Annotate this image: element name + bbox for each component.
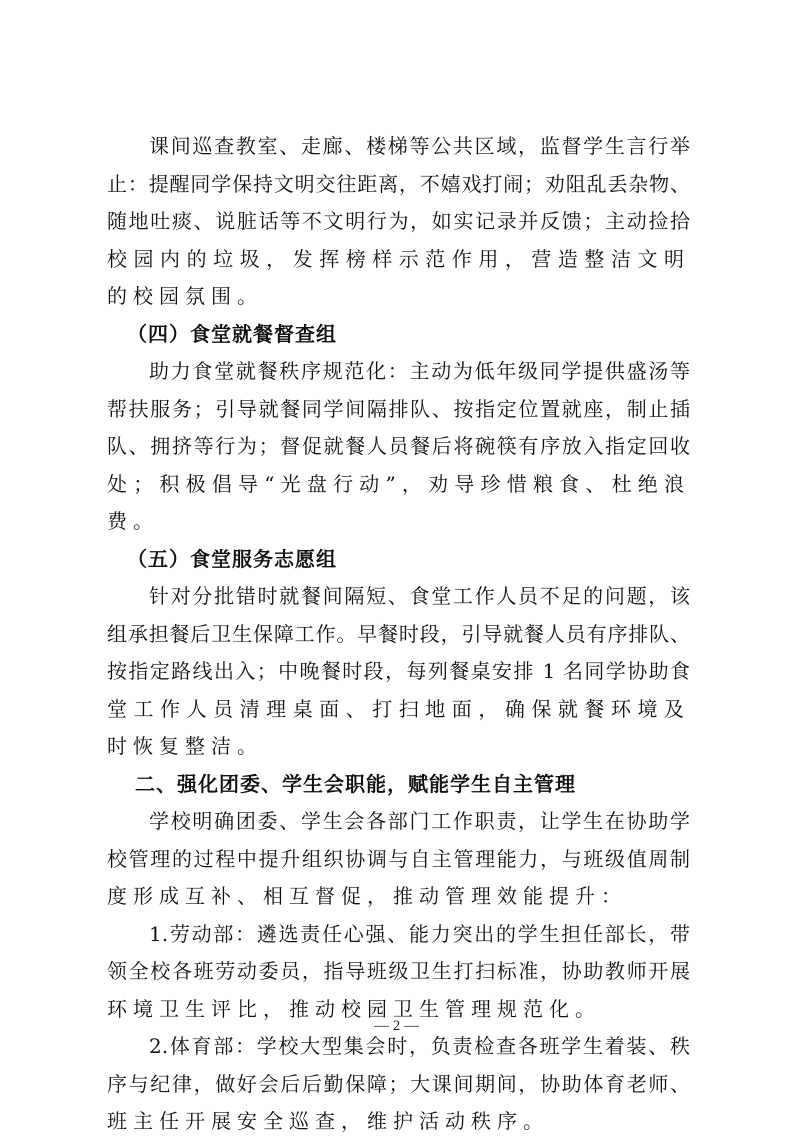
- text-line: 领全校各班劳动委员，指导班级卫生打扫标准，协助教师开展: [107, 959, 690, 983]
- page-number: — 2 —: [374, 1018, 419, 1034]
- text-line: 环境卫生评比，推动校园卫生管理规范化。: [107, 996, 601, 1021]
- text-line: 组承担餐后卫生保障工作。早餐时段，引导就餐人员有序排队、: [107, 621, 690, 646]
- text-line: （四）食堂就餐督查组: [127, 321, 337, 346]
- document-body: [107, 128, 690, 1141]
- text-line: 队、拥挤等行为；督促就餐人员餐后将碗筷有序放入指定回收: [107, 434, 690, 458]
- text-line: 针对分批错时就餐间隔短、食堂工作人员不足的问题，该: [149, 584, 690, 608]
- text-line: 二、强化团委、学生会职能，赋能学生自主管理: [135, 771, 576, 796]
- paragraph: [107, 803, 690, 916]
- text-line: 堂工作人员清理桌面、打扫地面，确保就餐环境及时恢复整洁。: [107, 696, 690, 758]
- text-line: 序与纪律，做好会后后勤保障；大课间期间，协助体育老师、: [107, 1071, 690, 1096]
- text-line: 度形成互补、相互督促，推动管理效能提升：: [107, 884, 627, 908]
- text-line: 随地吐痰、说脏话等不文明行为，如实记录并反馈；主动捡拾: [107, 209, 690, 233]
- text-line: 学校明确团委、学生会各部门工作职责，让学生在协助学: [149, 809, 690, 833]
- text-line: 课间巡查教室、走廊、楼梯等公共区域，监督学生言行举: [149, 134, 690, 158]
- text-line: 帮扶服务；引导就餐同学间隔排队、按指定位置就座，制止插: [107, 396, 690, 421]
- text-line: 处；积极倡导“光盘行动”，劝导珍惜粮食、杜绝浪费。: [107, 471, 690, 533]
- paragraph: [107, 128, 690, 316]
- text-line: 按指定路线出入；中晚餐时段，每列餐桌安排 1 名同学协助食: [107, 659, 690, 683]
- text-line: 2.体育部：学校大型集会时，负责检查各班学生着装、秩: [149, 1034, 690, 1058]
- paragraph: [107, 916, 690, 1029]
- subsection-heading: [107, 316, 690, 354]
- text-line: 止：提醒同学保持文明交往距离，不嬉戏打闹；劝阻乱丢杂物、: [107, 171, 690, 196]
- text-line: 班主任开展安全巡查，维护活动秩序。: [107, 1109, 549, 1133]
- text-line: 助力食堂就餐秩序规范化：主动为低年级同学提供盛汤等: [149, 359, 690, 383]
- text-line: 校园内的垃圾，发挥榜样示范作用，营造整洁文明的校园氛围。: [107, 246, 690, 308]
- paragraph: [107, 353, 690, 541]
- text-line: 校管理的过程中提升组织协调与自主管理能力，与班级值周制: [107, 846, 690, 871]
- subsection-heading: [107, 541, 690, 579]
- section-heading: [107, 766, 690, 804]
- text-line: 1.劳动部：遴选责任心强、能力突出的学生担任部长，带: [149, 921, 690, 946]
- paragraph: [107, 1028, 690, 1141]
- text-line: （五）食堂服务志愿组: [127, 546, 337, 571]
- paragraph: [107, 578, 690, 766]
